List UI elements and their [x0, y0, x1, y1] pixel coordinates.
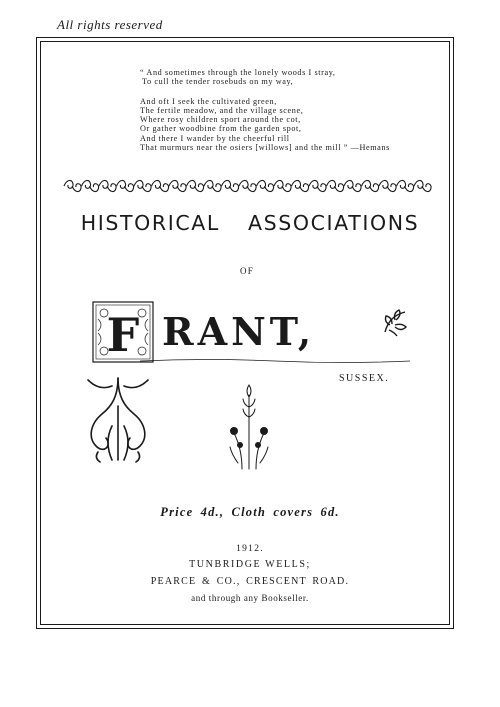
ornament-scroll: [397, 180, 414, 191]
price-line: Price 4d., Cloth covers 6d.: [160, 505, 340, 519]
scroll-flourish-icon: [82, 376, 154, 466]
ornament-scroll: [344, 180, 361, 191]
rights-note: All rights reserved: [57, 17, 163, 32]
decorative-rule-icon: [140, 358, 410, 364]
ornament-scroll: [379, 180, 396, 191]
ornament-scroll: [152, 180, 169, 191]
publication-year: 1912.: [236, 544, 264, 554]
poem-line: Where rosy children sport around the cot,: [140, 115, 301, 125]
poem-line: Or gather woodbine from the garden spot,: [140, 124, 302, 134]
ornament-scroll: [222, 180, 239, 191]
ornament-scroll: [327, 180, 344, 191]
ornament-scroll: [362, 180, 379, 191]
poem-line: And oft I seek the cultivated green,: [140, 96, 277, 106]
wheat-flowers-icon: [228, 383, 270, 471]
ornament-scroll: [239, 180, 256, 191]
ornament-scroll: [257, 180, 274, 191]
ornament-scroll: [117, 180, 134, 191]
poem-line: “ And sometimes through the lonely woods I stray,: [140, 68, 336, 77]
poem-line: And there I wander by the cheerful rill: [140, 133, 290, 143]
place-name: [92, 297, 422, 377]
initial-letter: F: [106, 308, 140, 362]
ornament-scroll: [99, 180, 116, 191]
ornamental-border-icon: [62, 178, 432, 194]
poem-line: That murmurs near the osiers [willows] and the mill ” —Hemans: [140, 143, 390, 153]
ornament-scroll: [414, 180, 431, 191]
title-connector: OF: [240, 266, 254, 276]
ornament-scroll: [292, 180, 309, 191]
epigraph-poem: [140, 68, 440, 152]
ornament-scroll: [274, 180, 291, 191]
ornament-scroll: [64, 180, 81, 191]
poem-line: To cull the tender rosebuds on my way,: [142, 77, 294, 87]
bookseller-note: and through any Bookseller.: [191, 593, 309, 603]
ornament-scroll: [187, 180, 204, 191]
ornament-scroll: [169, 180, 186, 191]
publisher-name: PEARCE & CO., CRESCENT ROAD.: [150, 576, 350, 587]
publication-city: TUNBRIDGE WELLS;: [189, 559, 311, 570]
ornament-scroll: [82, 180, 99, 191]
ornament-scroll: [134, 180, 151, 191]
ornament-scroll: [204, 180, 221, 191]
page-title: HISTORICAL ASSOCIATIONS: [80, 211, 420, 235]
ornament-scroll: [309, 180, 326, 191]
decorated-initial-icon: [92, 301, 154, 363]
poem-line: The fertile meadow, and the village scene,: [140, 105, 304, 115]
place-name-rest: RANT,: [162, 309, 316, 354]
county-name: SUSSEX.: [339, 373, 390, 384]
leaf-ornament-icon: [380, 307, 410, 337]
